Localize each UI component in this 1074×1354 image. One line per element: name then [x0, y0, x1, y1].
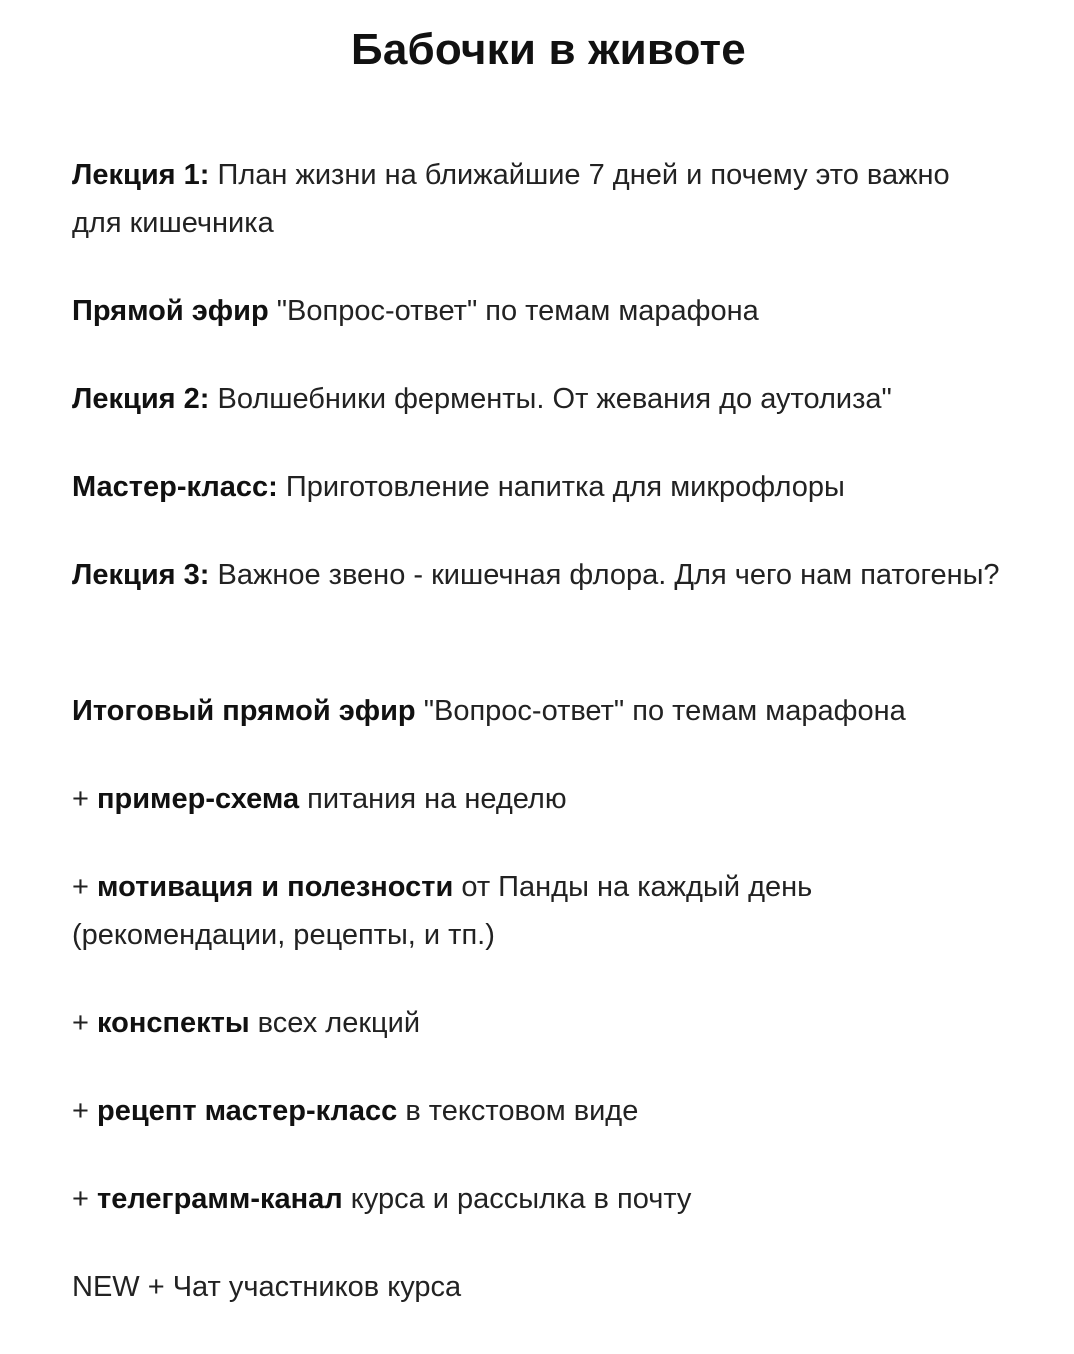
- program-item-lecture-1: [72, 151, 1002, 247]
- item-prefix: +: [72, 1183, 97, 1215]
- item-text: "Вопрос-ответ" по темам марафона: [415, 695, 906, 727]
- item-bold-label: Лекция 2:: [72, 383, 210, 415]
- item-bold-label: Мастер-класс:: [72, 471, 278, 503]
- item-prefix: +: [72, 783, 97, 815]
- item-bold-label: телеграмм-канал: [97, 1183, 343, 1215]
- item-bold-label: Прямой эфир: [72, 295, 269, 327]
- program-item-live-stream: [72, 287, 1002, 335]
- item-text: Волшебники ферменты. От жевания до аутолиза": [209, 383, 892, 415]
- item-bold-label: Итоговый прямой эфир: [72, 695, 416, 727]
- item-bold-label: конспекты: [97, 1007, 250, 1039]
- bonus-item-participants-chat: [72, 1263, 1002, 1311]
- item-text: "Вопрос-ответ" по темам марафона: [268, 295, 759, 327]
- item-prefix: +: [72, 1095, 97, 1127]
- item-text: от Панды на каждый день (рекомендации, рецепты, и тп.): [72, 871, 813, 951]
- program-item-master-class: [72, 463, 1002, 511]
- bonus-item-recipe: [72, 1087, 1002, 1135]
- item-text: питания на неделю: [299, 783, 567, 815]
- program-item-final-live-stream: [72, 687, 1002, 735]
- item-text: всех лекций: [249, 1007, 421, 1039]
- bonus-item-meal-plan: [72, 775, 1002, 823]
- program-item-lecture-2: [72, 375, 1002, 423]
- item-text: Важное звено - кишечная флора. Для чего нам патогены?: [209, 559, 1000, 591]
- item-bold-label: Лекция 1:: [72, 159, 210, 191]
- item-text: в текстовом виде: [397, 1095, 639, 1127]
- item-text: Приготовление напитка для микрофлоры: [277, 471, 845, 503]
- bonus-item-lecture-notes: [72, 999, 1002, 1047]
- item-bold-label: Лекция 3:: [72, 559, 210, 591]
- program-item-lecture-3: [72, 551, 1002, 599]
- bonus-item-motivation: [72, 863, 1002, 959]
- page-title: Бабочки в животе: [351, 25, 746, 74]
- item-bold-label: мотивация и полезности: [97, 871, 454, 903]
- item-bold-label: рецепт мастер-класс: [97, 1095, 398, 1127]
- item-bold-label: пример-схема: [97, 783, 300, 815]
- item-text: План жизни на ближайшие 7 дней и почему это важно для кишечника: [72, 159, 950, 239]
- item-prefix: +: [72, 871, 97, 903]
- item-text: NEW + Чат участников курса: [72, 1271, 462, 1303]
- item-text: курса и рассылка в почту: [342, 1183, 692, 1215]
- item-prefix: +: [72, 1007, 97, 1039]
- bonus-item-telegram-channel: [72, 1175, 1002, 1223]
